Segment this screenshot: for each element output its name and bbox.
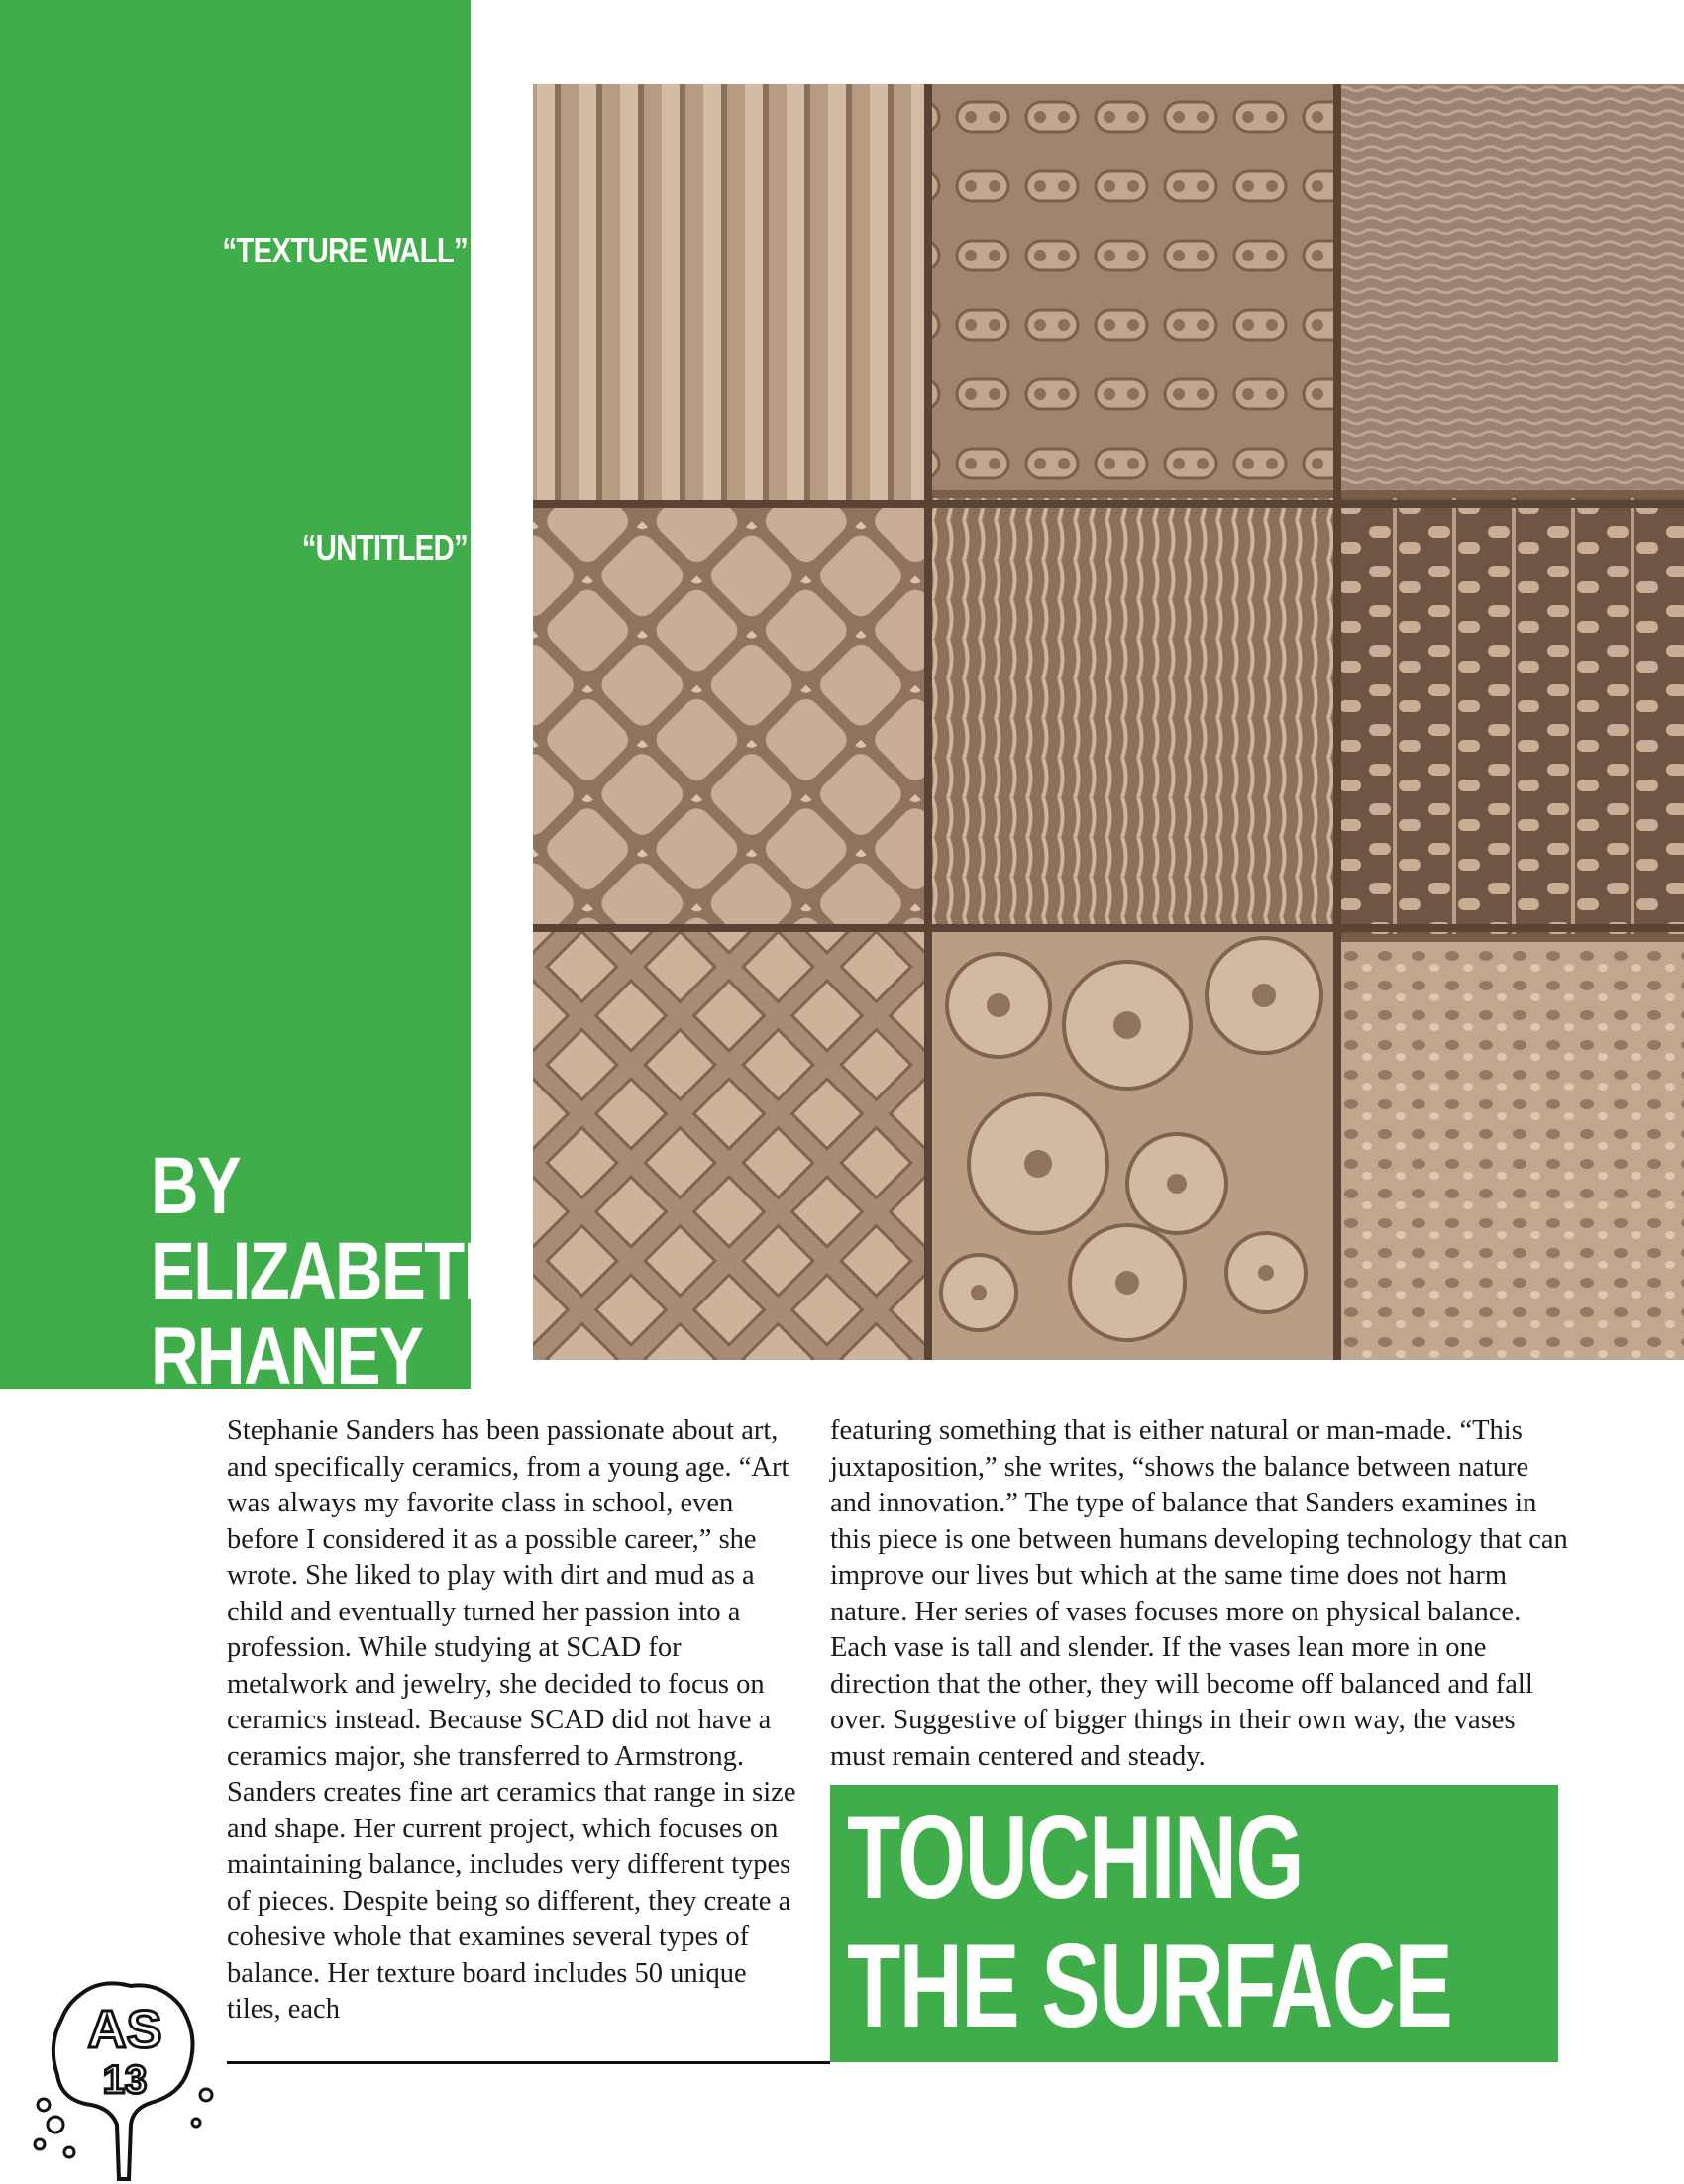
article-body-right-column: featuring something that is either natural or man-made. “This juxtaposition,” she writes, “shows the balance between nature and innovation.” The type of balance that Sanders examines in this piece is one between humans developing technology that can improve our lives but which at the same time does not harm nature. Her series of vases focuses more on physical balance. Each vase is tall and slender. If the vases lean more in one direction that the other, they will become off balanced and fall over. Suggestive of bigger things in their own way, the vases must remain centered and steady. <box>830 1415 1568 1772</box>
logo-text: AS <box>87 2000 162 2059</box>
article-headline <box>847 1793 1507 2062</box>
splat-logo-icon <box>22 1976 230 2179</box>
byline-line-1: BY <box>151 1141 241 1231</box>
logo-number: 13 <box>102 2058 148 2102</box>
headline-line-2: THE SURFACE <box>847 1920 1452 2052</box>
ceramic-tiles-illustration <box>533 84 1684 1360</box>
caption-untitled: “UNTITLED” <box>301 527 468 568</box>
bottom-rule <box>227 2061 830 2064</box>
caption-texture-wall: “TEXTURE WALL” <box>222 230 468 270</box>
article-body-left-column: Stephanie Sanders has been passionate about art, and specifically ceramics, from a young age. “Art was always my favorite class in school, even before I considered it as a possible career,” she wrote. She liked to play with dirt and mud as a child and eventually turned her passion into a profession. While studying at SCAD for metalwork and jewelry, she decided to focus on ceramics instead. Because SCAD did not have a ceramics major, she transferred to Armstrong. Sanders creates fine art ceramics that range in size and shape. Her current project, which focuses on maintaining balance, includes very different types of pieces. Despite being so different, they create a cohesive whole that examines several types of balance. Her texture board includes 50 unique tiles, each <box>227 1415 796 2025</box>
headline-line-1: TOUCHING <box>847 1791 1304 1924</box>
texture-wall-photo <box>533 84 1684 1360</box>
byline-line-2: ELIZABETH <box>151 1226 510 1316</box>
magazine-logo <box>22 1976 230 2179</box>
author-byline <box>151 1141 510 1402</box>
byline-line-3: RHANEY <box>151 1311 423 1402</box>
